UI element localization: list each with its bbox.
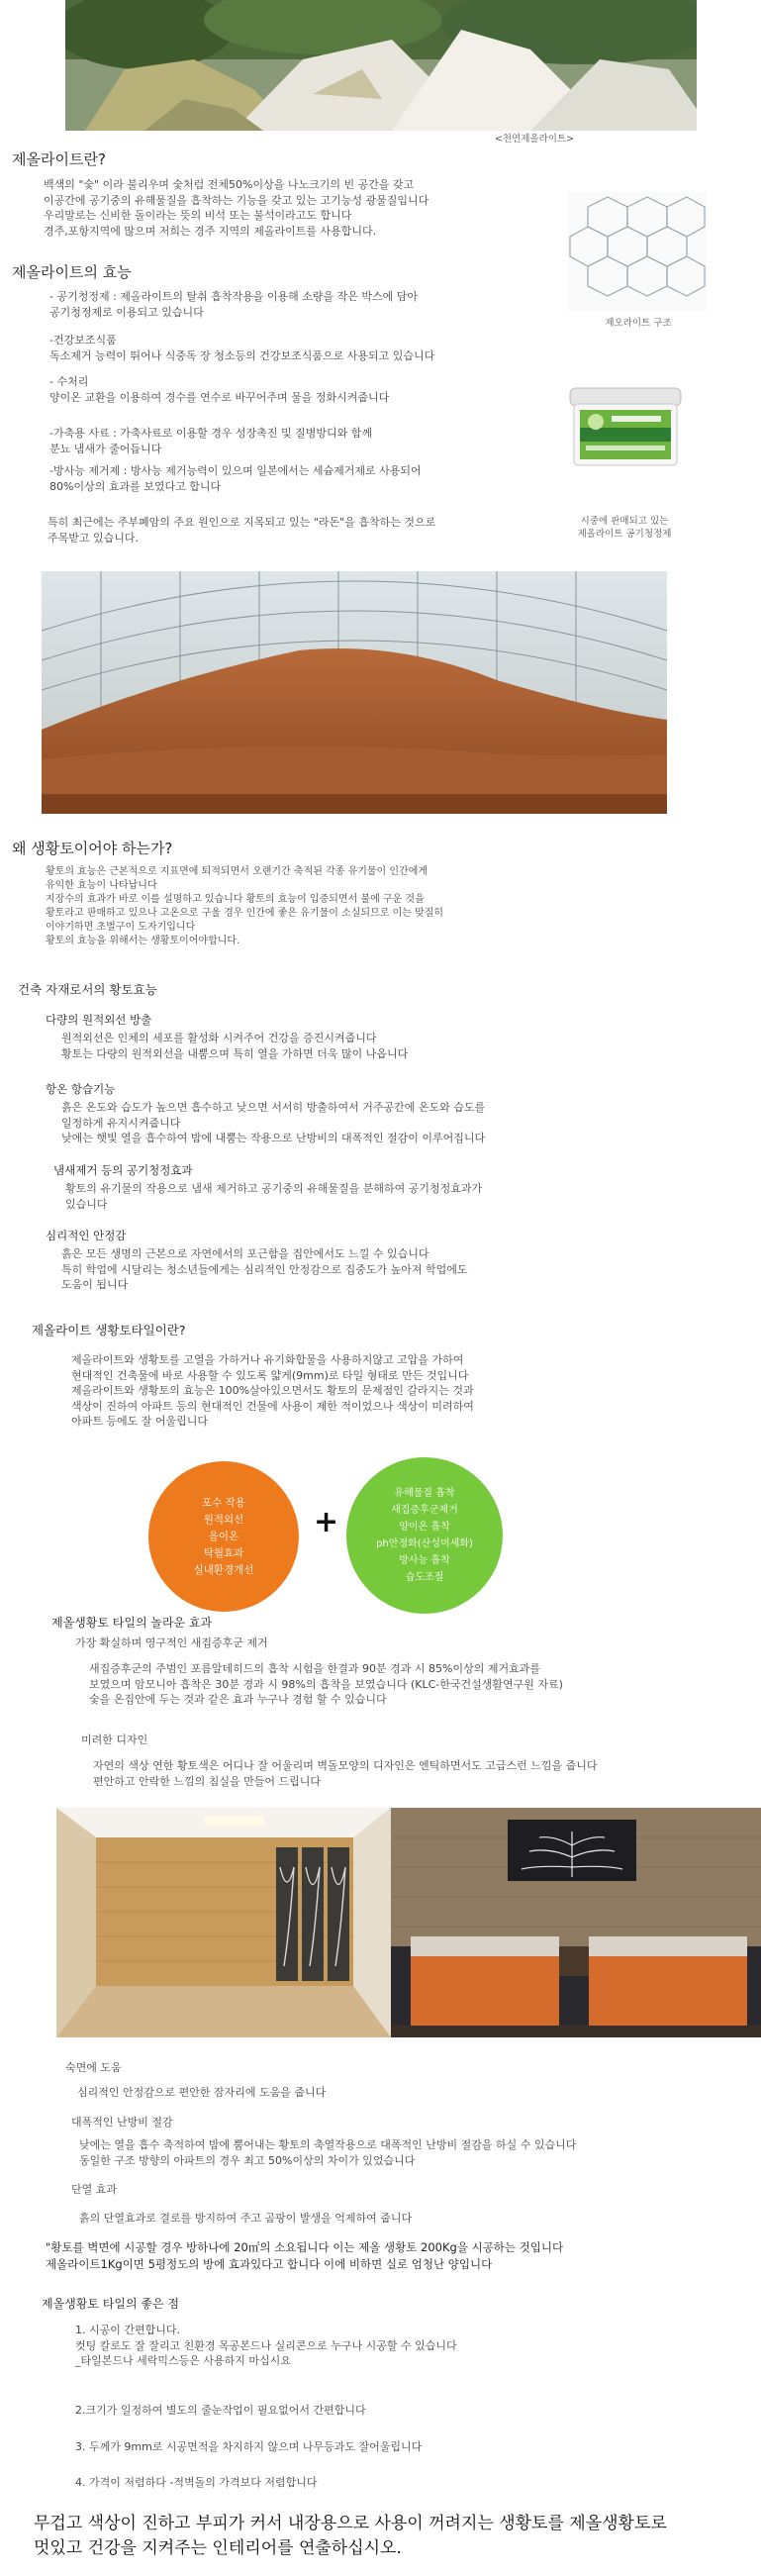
why-raw-loess-body: 황토의 효능은 근본적으로 지표면에 퇴적되면서 오랜기간 축적된 각종 유기물이 인간에게 유익한 효능이 나타납니다 지장수의 효과가 바로 이를 설명하고 있습니다 황토의 효능이 입증되면서 불에 구운 것을 황토라고 판매하고 있으나 고온으로 구울 경우 인간에 좋은 유기물이 소실되므로 이는 맞질히 이야기하면 초벌구이 도자기입니다 황토의 효능을 위해서는 생황토이어야합니다. [46, 866, 444, 946]
amazing-effects-title: 제올생황토 타일의 놀라운 효과 [51, 1616, 213, 1630]
sleep-body: 심리적인 안정감으로 편안한 잠자리에 도움을 줍니다 [77, 2086, 327, 2099]
heating-body: 낮에는 열을 흡수 축적하여 밤에 뿜어내는 황토의 축열작용으로 대폭적인 난방비 절감을 하실 수 있습니다 동일한 구조 방향의 아파트의 경우 최고 50%이상의 차이가 있었습니다 [79, 2138, 577, 2167]
loess-effects-circle: 포수 작용 원적외선 음이온 탁월효과 실내환경개선 [148, 1461, 299, 1612]
effects-title: 제올라이트의 효능 [12, 263, 132, 281]
effect-item-air: - 공기청정제 : 제올라이트의 탈취 흡착작용을 이용해 소량을 작은 박스에 담아 공기청정제로 이용되고 있습니다 [49, 290, 419, 319]
deodorize-heading: 냄새제거 등의 공기청정효과 [53, 1163, 193, 1177]
natural-zeolite-photo [65, 0, 697, 131]
natural-zeolite-caption: <천연제올라이트> [494, 134, 575, 145]
deodorize-body: 황토의 유기물의 작용으로 냄새 제거하고 공기중의 유해물질을 분해하여 공기청정효과가 있습니다 [65, 1182, 483, 1211]
raw-loess-greenhouse-photo [42, 571, 667, 814]
effect-item-radiation: -방사능 제거제 : 방사능 제거능력이 있으며 일본에서는 세슘제거제로 사용되어 80%이상의 효과를 보였다고 합니다 [49, 464, 422, 493]
zeolite-title: 제올라이트란? [12, 150, 106, 168]
humidity-heading: 항온 항습기능 [46, 1082, 116, 1096]
benefit-item-uniform-size: 2.크기가 일정하여 별도의 줄눈작업이 필요없어서 간편합니다 [75, 2404, 366, 2417]
sleep-heading: 숙면에 도움 [65, 2061, 122, 2074]
zeolite-effects-circle: 유해물질 흡착 새집증후군제거 양이온 흡착 ph안정화(산성미세화) 방사능 흡착 습도조절 [346, 1457, 503, 1614]
why-raw-loess-title: 왜 생황토이어야 하는가? [12, 840, 173, 857]
design-body: 자연의 색상 연한 황토색은 어디나 잘 어울리며 벽돌모양의 디자인은 엔틱하면서도 고급스런 느낌을 줍니다 편안하고 안락한 느낌의 침실을 만들어 드립니다 [93, 1759, 598, 1788]
benefits-title: 제올생황토 타일의 좋은 점 [42, 2297, 179, 2311]
product-caption: 시중에 판매되고 있는 제올라이트 공기청정제 [577, 516, 672, 540]
tile-body: 제올라이트와 생황토를 고열을 가하거나 유기화합물을 사용하지않고 고압을 가하여 현대적인 건축물에 바로 사용할 수 있도록 얇게(9mm)로 타일 형태로 만든 것입니다 제올라이트와 생황토의 효능은 100%살아있으면서도 황토의 문제점인 갈라지는 것과 색상이 진하여 아파트 등의 현대적인 건물에 사용이 제한 적이었으나 색상이 미려하여 아파트 등에도 잘 어울립니다 [71, 1353, 474, 1428]
building-material-title: 건축 자재로서의 황토효능 [18, 982, 157, 997]
humidity-body: 흙은 온도와 습도가 높으면 흡수하고 낮으면 서서히 방출하여서 거주공간에 온도와 습도를 일정하게 유지시켜줍니다 낮에는 햇빛 열을 흡수하여 밤에 내뿜는 작용으로 난방비의 대폭적인 절감이 이루어집니다 [61, 1101, 486, 1144]
sick-house-body: 새집증후군의 주범인 포름알데히드의 흡착 시험을 한결과 90분 경과 시 85%이상의 제거효과를 보였으며 암모니아 흡착은 30분 경과 시 98%의 흡착을 보였습니다 (KLC-한국건설생활연구원 자료) 숯을 온집안에 두는 것과 같은 효과 누구나 경험 할 수 있습니다 [89, 1662, 563, 1706]
radon-note: 특히 최근에는 주부폐암의 주요 원인으로 지목되고 있는 "라돈"을 흡착하는 것으로 주목받고 있습니다. [48, 516, 436, 545]
zeolite-structure-caption: 제오라이트 구조 [605, 318, 672, 329]
loess-quantity-note: "황토를 벽면에 시공할 경우 방하나에 20㎡의 소요됩니다 이는 제올 생황토 200Kg을 시공하는 것입니다 제올라이트1Kg이면 5평정도의 방에 효과있다고 합니다 이에 비하면 실로 엄청난 양입니다 [46, 2240, 564, 2271]
benefit-item-thin: 3. 두께가 9mm로 시공면적을 차지하지 않으며 나무등과도 잘어울립니다 [75, 2440, 423, 2453]
stability-body: 흙은 모든 생명의 근본으로 자연에서의 포근함을 집안에서도 느낄 수 있습니다 특히 학업에 시달리는 청소년들에게는 심리적인 안정감으로 집중도가 높아져 학업에도 도움이 됩니다 [61, 1247, 468, 1291]
design-heading: 미려한 디자인 [81, 1734, 148, 1746]
air-purifier-product-photo [556, 376, 695, 471]
stability-heading: 심리적인 안정감 [46, 1229, 127, 1242]
far-infrared-body: 원적외선은 인체의 세포를 활성화 시켜주어 건강을 증진시켜줍니다 황토는 다량의 원적외선을 내뿜으며 특히 열을 가하면 더욱 많이 나옵니다 [61, 1032, 409, 1060]
plus-sign: + [314, 1505, 339, 1539]
benefit-item-easy-install: 1. 시공이 간편합니다. 컷팅 칼로도 잘 잘리고 친환경 목공본드나 실리콘으로 누구나 시공할 수 있습니다 _타일본드나 세락믹스등은 사용하지 마십시요 [75, 2324, 457, 2367]
heating-heading: 대폭적인 난방비 절감 [71, 2116, 173, 2129]
effect-item-feed: -가축용 사료 : 가축사료로 이용할 경우 성장촉진 및 질병방디와 함께 분뇨 냄새가 줄어듭니다 [49, 427, 373, 455]
benefit-item-price: 4. 가격이 저렴하다 -적벽돌의 가격보다 저렴합니다 [75, 2476, 318, 2489]
effect-item-health: -건강보조식품 독소제거 능력이 뛰어나 식중독 장 청소등의 건강보조식품으로 사용되고 있습니다 [49, 334, 435, 362]
insulation-heading: 단열 효과 [71, 2183, 118, 2196]
insulation-body: 흙의 단열효과로 결로를 방지하여 주고 곰팡이 발생을 억제하여 줍니다 [79, 2212, 413, 2225]
tile-title: 제올라이트 생황토타일이란? [32, 1323, 186, 1338]
interior-room-photo [56, 1808, 391, 2037]
sick-house-heading: 가장 확실하며 영구적인 새집증후군 제거 [75, 1636, 268, 1649]
closing-message: 무겁고 색상이 진하고 부피가 커서 내장용으로 사용이 꺼려지는 생황토를 제올생황토로 멋있고 건강을 지켜주는 인테리어를 연출하십시오. [34, 2514, 667, 2558]
far-infrared-heading: 다량의 원적외선 방출 [46, 1013, 152, 1027]
effect-item-water: - 수처리 양이온 교환을 이용하여 경수를 연수로 바꾸어주며 물을 정화시켜줍니다 [49, 375, 390, 404]
zeolite-structure-diagram [568, 192, 707, 311]
interior-bedroom-photo [391, 1808, 761, 2037]
zeolite-body: 백색의 "숯" 이라 불리우며 숯처럼 전체50%이상을 나노크기의 빈 공간을 갖고 이공간에 공기중의 유해물질을 흡착하는 기능을 갖고 있는 고기능성 광물질입니다 우리말로는 신비한 돌이라는 뜻의 비석 또는 불석이라고도 합니다 경주,포항지역에 많으며 저희는 경주 지역의 제올라이트를 사용합니다. [44, 178, 429, 238]
